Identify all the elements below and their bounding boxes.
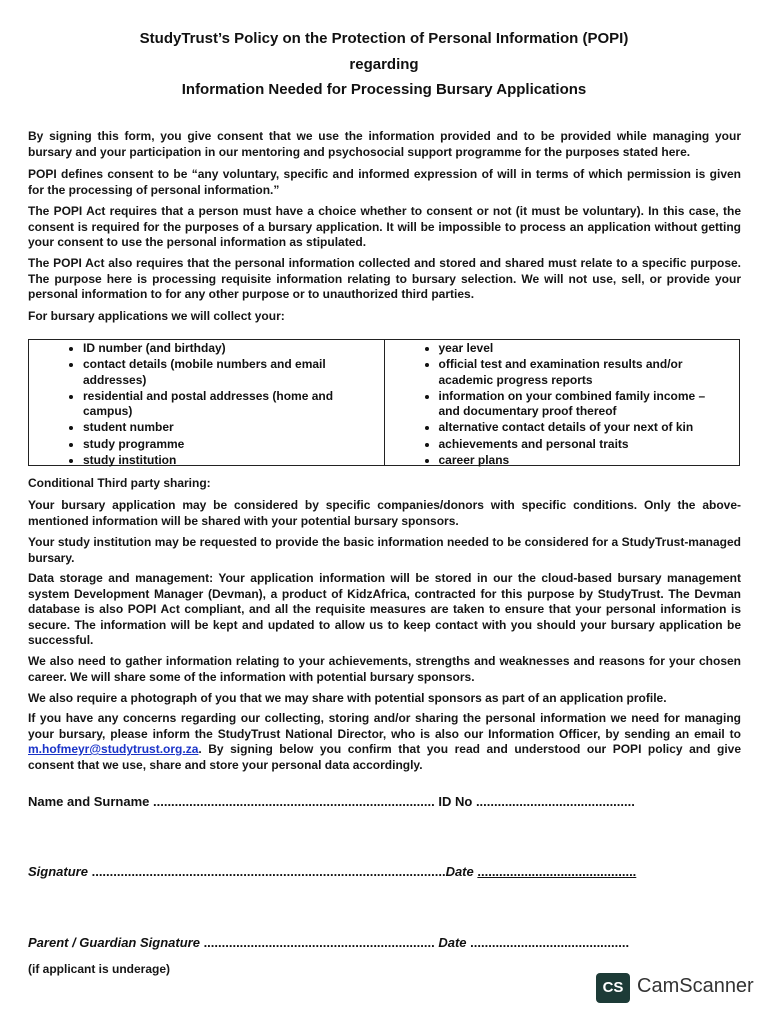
name-field[interactable]: .............................................................................. <box>153 794 435 809</box>
sharing-heading: Conditional Third party sharing: <box>28 476 211 490</box>
consent-paragraph: By signing this form, you give consent that we use the information provided and to be provided while managing your bursary and your participation in our mentoring and psychosocial support programme for the purposes stated here. <box>28 129 741 159</box>
photo-paragraph: We also require a photograph of you that we may share with potential sponsors as part of an application profile. <box>28 691 667 705</box>
document-title: StudyTrust’s Policy on the Protection of Personal Information (POPI) <box>139 30 629 47</box>
underage-note: (if applicant is underage) <box>28 962 171 976</box>
date-label: Date <box>445 864 474 879</box>
collected-info-left-column <box>29 340 384 465</box>
achievements-paragraph: We also need to gather information relating to your achievements, strengths and weaknesses and reasons for your chosen career. We will share some of the information with potential bursary sponsors. <box>28 654 741 684</box>
camscanner-watermark: CamScanner <box>637 975 754 997</box>
date-field[interactable]: ............................................ <box>477 864 637 879</box>
list-item: • year level <box>439 341 730 357</box>
officer-email-link[interactable]: m.hofmeyr@studytrust.org.za <box>28 742 199 756</box>
storage-paragraph: Data storage and management: Your application information will be stored in our the cloud-based bursary management system Development Manager (Devman), a product of KidzAfrica, contracted for this purpose by StudyTrust. The Devman database is also POPI Act compliant, and all the requisite measures are taken to ensure that your personal information is secure. The information will be kept and updated to allow us to keep contact with you should your bursary application be successful. <box>28 571 741 647</box>
id-label: ID No <box>438 794 473 809</box>
collected-info-table <box>28 339 740 466</box>
list-item: • residential and postal addresses (home and campus) <box>83 389 374 420</box>
list-item: • contact details (mobile numbers and email addresses) <box>83 357 374 388</box>
parent-signature-field[interactable]: ................................................................ <box>203 935 435 950</box>
list-item: • student number <box>83 420 374 436</box>
name-label: Name and Surname <box>28 794 150 809</box>
parent-signature-label: Parent / Guardian Signature <box>28 935 200 950</box>
list-item: • alternative contact details of your next of kin <box>439 420 730 436</box>
camscanner-logo: CS <box>596 973 630 1003</box>
parent-date-field[interactable]: ............................................ <box>470 935 630 950</box>
list-item: • information on your combined family income – and documentary proof thereof <box>439 389 730 420</box>
parent-signature-line <box>28 935 629 950</box>
signature-field[interactable]: .................................................................................................. <box>91 864 446 879</box>
document-heading: Information Needed for Processing Bursary Applications <box>181 81 587 98</box>
concerns-paragraph <box>28 711 741 773</box>
signature-label: Signature <box>28 864 88 879</box>
collect-intro: For bursary applications we will collect your: <box>28 309 285 323</box>
purpose-paragraph: The POPI Act also requires that the personal information collected and stored and shared must relate to a specific purpose. The purpose here is processing requisite information relating to bursary selection. We will not use, sell, or provide your personal information to for any other purpose or to unauthorized third parties. <box>28 256 741 301</box>
definition-paragraph: POPI defines consent to be “any voluntary, specific and informed expression of will in terms of which permission is given for the processing of personal information.” <box>28 167 741 197</box>
choice-paragraph: The POPI Act requires that a person must have a choice whether to consent or not (it must be voluntary). In this case, the consent is required for the purposes of a bursary application. It will be impossible to process an application without getting your consent to use the personal information as stipulated. <box>28 204 741 249</box>
concerns-text: If you have any concerns regarding our collecting, storing and/or sharing the personal information we need for managing your bursary, please inform the StudyTrust National Director, who is also our Information Officer, by sending an email to <box>28 711 741 741</box>
list-item: • career plans <box>439 453 730 469</box>
institution-paragraph: Your study institution may be requested to provide the basic information needed to be considered for a StudyTrust-managed bursary. <box>28 535 741 565</box>
concerns-text-end: . By signing below you confirm that you read and understood our POPI policy and give consent that we use, share and store your personal data accordingly. <box>28 742 741 772</box>
list-item: • ID number (and birthday) <box>83 341 374 357</box>
list-item: • study programme <box>83 437 374 453</box>
sponsors-paragraph: Your bursary application may be considered by specific companies/donors with specific conditions. Only the above-mentioned information will be shared with your potential bursary sponsors. <box>28 498 741 528</box>
name-id-line <box>28 794 635 809</box>
document-subtitle: regarding <box>349 56 419 73</box>
parent-date-label: Date <box>438 935 467 950</box>
list-item: • study institution <box>83 453 374 469</box>
collected-info-right-column <box>384 340 740 465</box>
signature-date-line <box>28 864 636 879</box>
id-field[interactable]: ............................................ <box>475 794 635 809</box>
list-item: • achievements and personal traits <box>439 437 730 453</box>
list-item: • official test and examination results and/or academic progress reports <box>439 357 730 388</box>
